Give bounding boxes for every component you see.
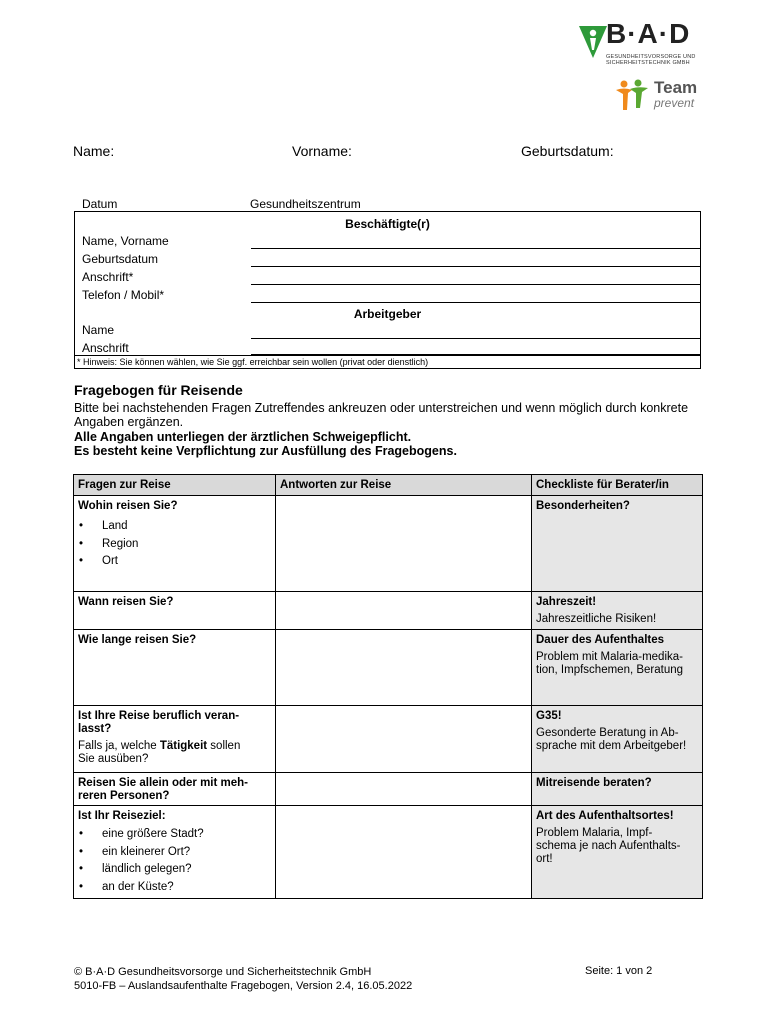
team-text: Team xyxy=(654,78,698,97)
checklist-text: Jahreszeit! xyxy=(536,596,597,608)
checklist-cell xyxy=(532,496,703,592)
bad-logo-subtitle xyxy=(606,54,696,66)
option-stadt[interactable]: • eine größere Stadt? xyxy=(78,826,271,844)
footer xyxy=(74,965,412,993)
checklist-note xyxy=(536,827,698,866)
hinweis-text: * Hinweis: Sie können wählen, wie Sie ggf. erreichbar sein wollen (privat oder dienstlich) xyxy=(77,357,429,367)
geburtsdatum-label: Geburtsdatum xyxy=(82,252,159,266)
answer-cell[interactable] xyxy=(276,496,532,592)
question-cell xyxy=(74,706,276,773)
question-line: Ist Ihre Reise beruflich veran- xyxy=(78,710,240,722)
arbeitgeber-heading: Arbeitgeber xyxy=(353,307,422,321)
page-number: Seite: 1 von 2 xyxy=(585,965,653,977)
footer-copyright: © B·A·D Gesundheitsvorsorge und Sicherheitstechnik GmbH xyxy=(74,966,372,978)
answer-cell[interactable] xyxy=(276,706,532,773)
questionnaire-intro xyxy=(74,401,694,458)
checklist-text: Besonderheiten? xyxy=(536,500,630,512)
checklist-note-line: Problem Malaria, Impf- xyxy=(536,827,653,839)
header-antworten: Antworten zur Reise xyxy=(276,475,532,496)
option-laendlich[interactable]: • ländlich gelegen? xyxy=(78,861,271,879)
note-bold-text: Tätigkeit xyxy=(159,740,208,752)
question-text: Wie lange reisen Sie? xyxy=(78,634,197,646)
option-list xyxy=(78,826,271,896)
checklist-note-line: schema je nach Aufenthalts- xyxy=(536,840,681,852)
header-checkliste: Checkliste für Berater/in xyxy=(532,475,703,496)
anschrift-label: Anschrift* xyxy=(82,270,134,284)
answer-cell[interactable] xyxy=(276,773,532,806)
option-land[interactable]: • Land xyxy=(78,518,271,536)
bad-logo-text: B·A·D xyxy=(606,18,691,49)
checklist-cell xyxy=(532,773,703,806)
answer-cell[interactable] xyxy=(276,592,532,630)
hint-divider xyxy=(75,355,700,356)
bad-sub-line2: SICHERHEITSTECHNIK GMBH xyxy=(606,60,690,66)
geburtsdatum-field-label: Geburtsdatum: xyxy=(521,143,614,159)
checklist-text: G35! xyxy=(536,710,562,722)
note-text: sollen xyxy=(207,740,241,752)
bad-shield-icon xyxy=(578,24,608,60)
option-list xyxy=(78,518,271,571)
table-row-dauer xyxy=(74,630,703,706)
checklist-cell xyxy=(532,592,703,630)
arbeitgeber-anschrift-label: Anschrift xyxy=(82,341,129,355)
geburtsdatum-line[interactable] xyxy=(251,266,701,267)
question-text xyxy=(78,777,271,803)
answer-cell[interactable] xyxy=(276,630,532,706)
checklist-note-line: tion, Impfschemen, Beratung xyxy=(536,664,684,676)
contact-box xyxy=(74,211,701,369)
table-row-reiseziel xyxy=(74,806,703,899)
checklist-text: Dauer des Aufenthaltes xyxy=(536,634,665,646)
question-note-line: Sie ausüben? xyxy=(78,753,149,765)
name-field-label: Name: xyxy=(73,143,115,159)
arbeitgeber-name-line[interactable] xyxy=(251,338,701,339)
anschrift-line[interactable] xyxy=(251,284,701,285)
checklist-note-line: Problem mit Malaria-medika- xyxy=(536,651,683,663)
question-text: Wohin reisen Sie? xyxy=(78,500,178,512)
telefon-line[interactable] xyxy=(251,302,701,303)
checklist-note: Jahreszeitliche Risiken! xyxy=(536,613,657,625)
option-ort[interactable]: • Ort xyxy=(78,553,271,571)
checklist-text: Art des Aufenthaltsortes! xyxy=(536,810,674,822)
question-line: Reisen Sie allein oder mit meh- xyxy=(78,777,248,789)
team-prevent-logo xyxy=(614,78,704,112)
question-note-line xyxy=(78,740,271,753)
table-header-row xyxy=(74,475,703,496)
question-cell xyxy=(74,630,276,706)
question-line: lasst? xyxy=(78,723,112,735)
table-row-personen xyxy=(74,773,703,806)
option-ort[interactable]: • ein kleinerer Ort? xyxy=(78,844,271,862)
checklist-note xyxy=(536,727,698,753)
beschaeftigte-heading: Beschäftigte(r) xyxy=(345,217,430,231)
bad-logo xyxy=(578,18,698,68)
option-kueste[interactable]: • an der Küste? xyxy=(78,879,271,897)
checklist-note-line: ort! xyxy=(536,853,553,865)
gesundheitszentrum-label: Gesundheitszentrum xyxy=(250,197,361,211)
checklist-note-line: Gesonderte Beratung in Ab- xyxy=(536,727,679,739)
name-vorname-label: Name, Vorname xyxy=(82,234,169,248)
answer-cell[interactable] xyxy=(276,806,532,899)
question-cell xyxy=(74,592,276,630)
vorname-field-label: Vorname: xyxy=(292,143,352,159)
name-vorname-line[interactable] xyxy=(251,248,701,249)
checklist-note xyxy=(536,651,698,677)
checklist-cell xyxy=(532,806,703,899)
prevent-text: prevent xyxy=(654,96,695,110)
voluntary-note: Es besteht keine Verpflichtung zur Ausfüllung des Fragebogens. xyxy=(74,444,457,458)
footer-document-info: 5010-FB – Auslandsaufenthalte Fragebogen, Version 2.4, 16.05.2022 xyxy=(74,980,413,992)
checklist-text: Mitreisende beraten? xyxy=(536,777,652,789)
travel-questionnaire-table xyxy=(73,474,703,899)
table-row-beruflich xyxy=(74,706,703,773)
option-region[interactable]: • Region xyxy=(78,536,271,554)
table-row-wohin xyxy=(74,496,703,592)
question-note xyxy=(78,740,271,766)
checklist-cell xyxy=(532,706,703,773)
datum-label: Datum xyxy=(82,197,118,211)
intro-text: Bitte bei nachstehenden Fragen Zutreffendes ankreuzen oder unterstreichen und wenn möglich durch konkrete Angaben ergänzen. xyxy=(74,401,689,429)
table-row-wann xyxy=(74,592,703,630)
note-text: Falls ja, welche xyxy=(78,740,160,752)
header-fragen: Fragen zur Reise xyxy=(74,475,276,496)
checklist-cell xyxy=(532,630,703,706)
team-figures-icon xyxy=(614,78,652,112)
telefon-label: Telefon / Mobil* xyxy=(82,288,165,302)
question-line: reren Personen? xyxy=(78,790,170,802)
bad-sub-line1: GESUNDHEITSVORSORGE UND xyxy=(606,54,696,60)
checklist-note-line: sprache mit dem Arbeitgeber! xyxy=(536,740,687,752)
question-text xyxy=(78,710,271,736)
question-text: Wann reisen Sie? xyxy=(78,596,174,608)
question-cell xyxy=(74,496,276,592)
question-cell xyxy=(74,806,276,899)
question-text: Ist Ihr Reiseziel: xyxy=(78,810,166,822)
confidentiality-note: Alle Angaben unterliegen der ärztlichen Schweigepflicht. xyxy=(74,430,412,444)
arbeitgeber-name-label: Name xyxy=(82,323,115,337)
question-cell xyxy=(74,773,276,806)
questionnaire-title: Fragebogen für Reisende xyxy=(74,382,243,398)
